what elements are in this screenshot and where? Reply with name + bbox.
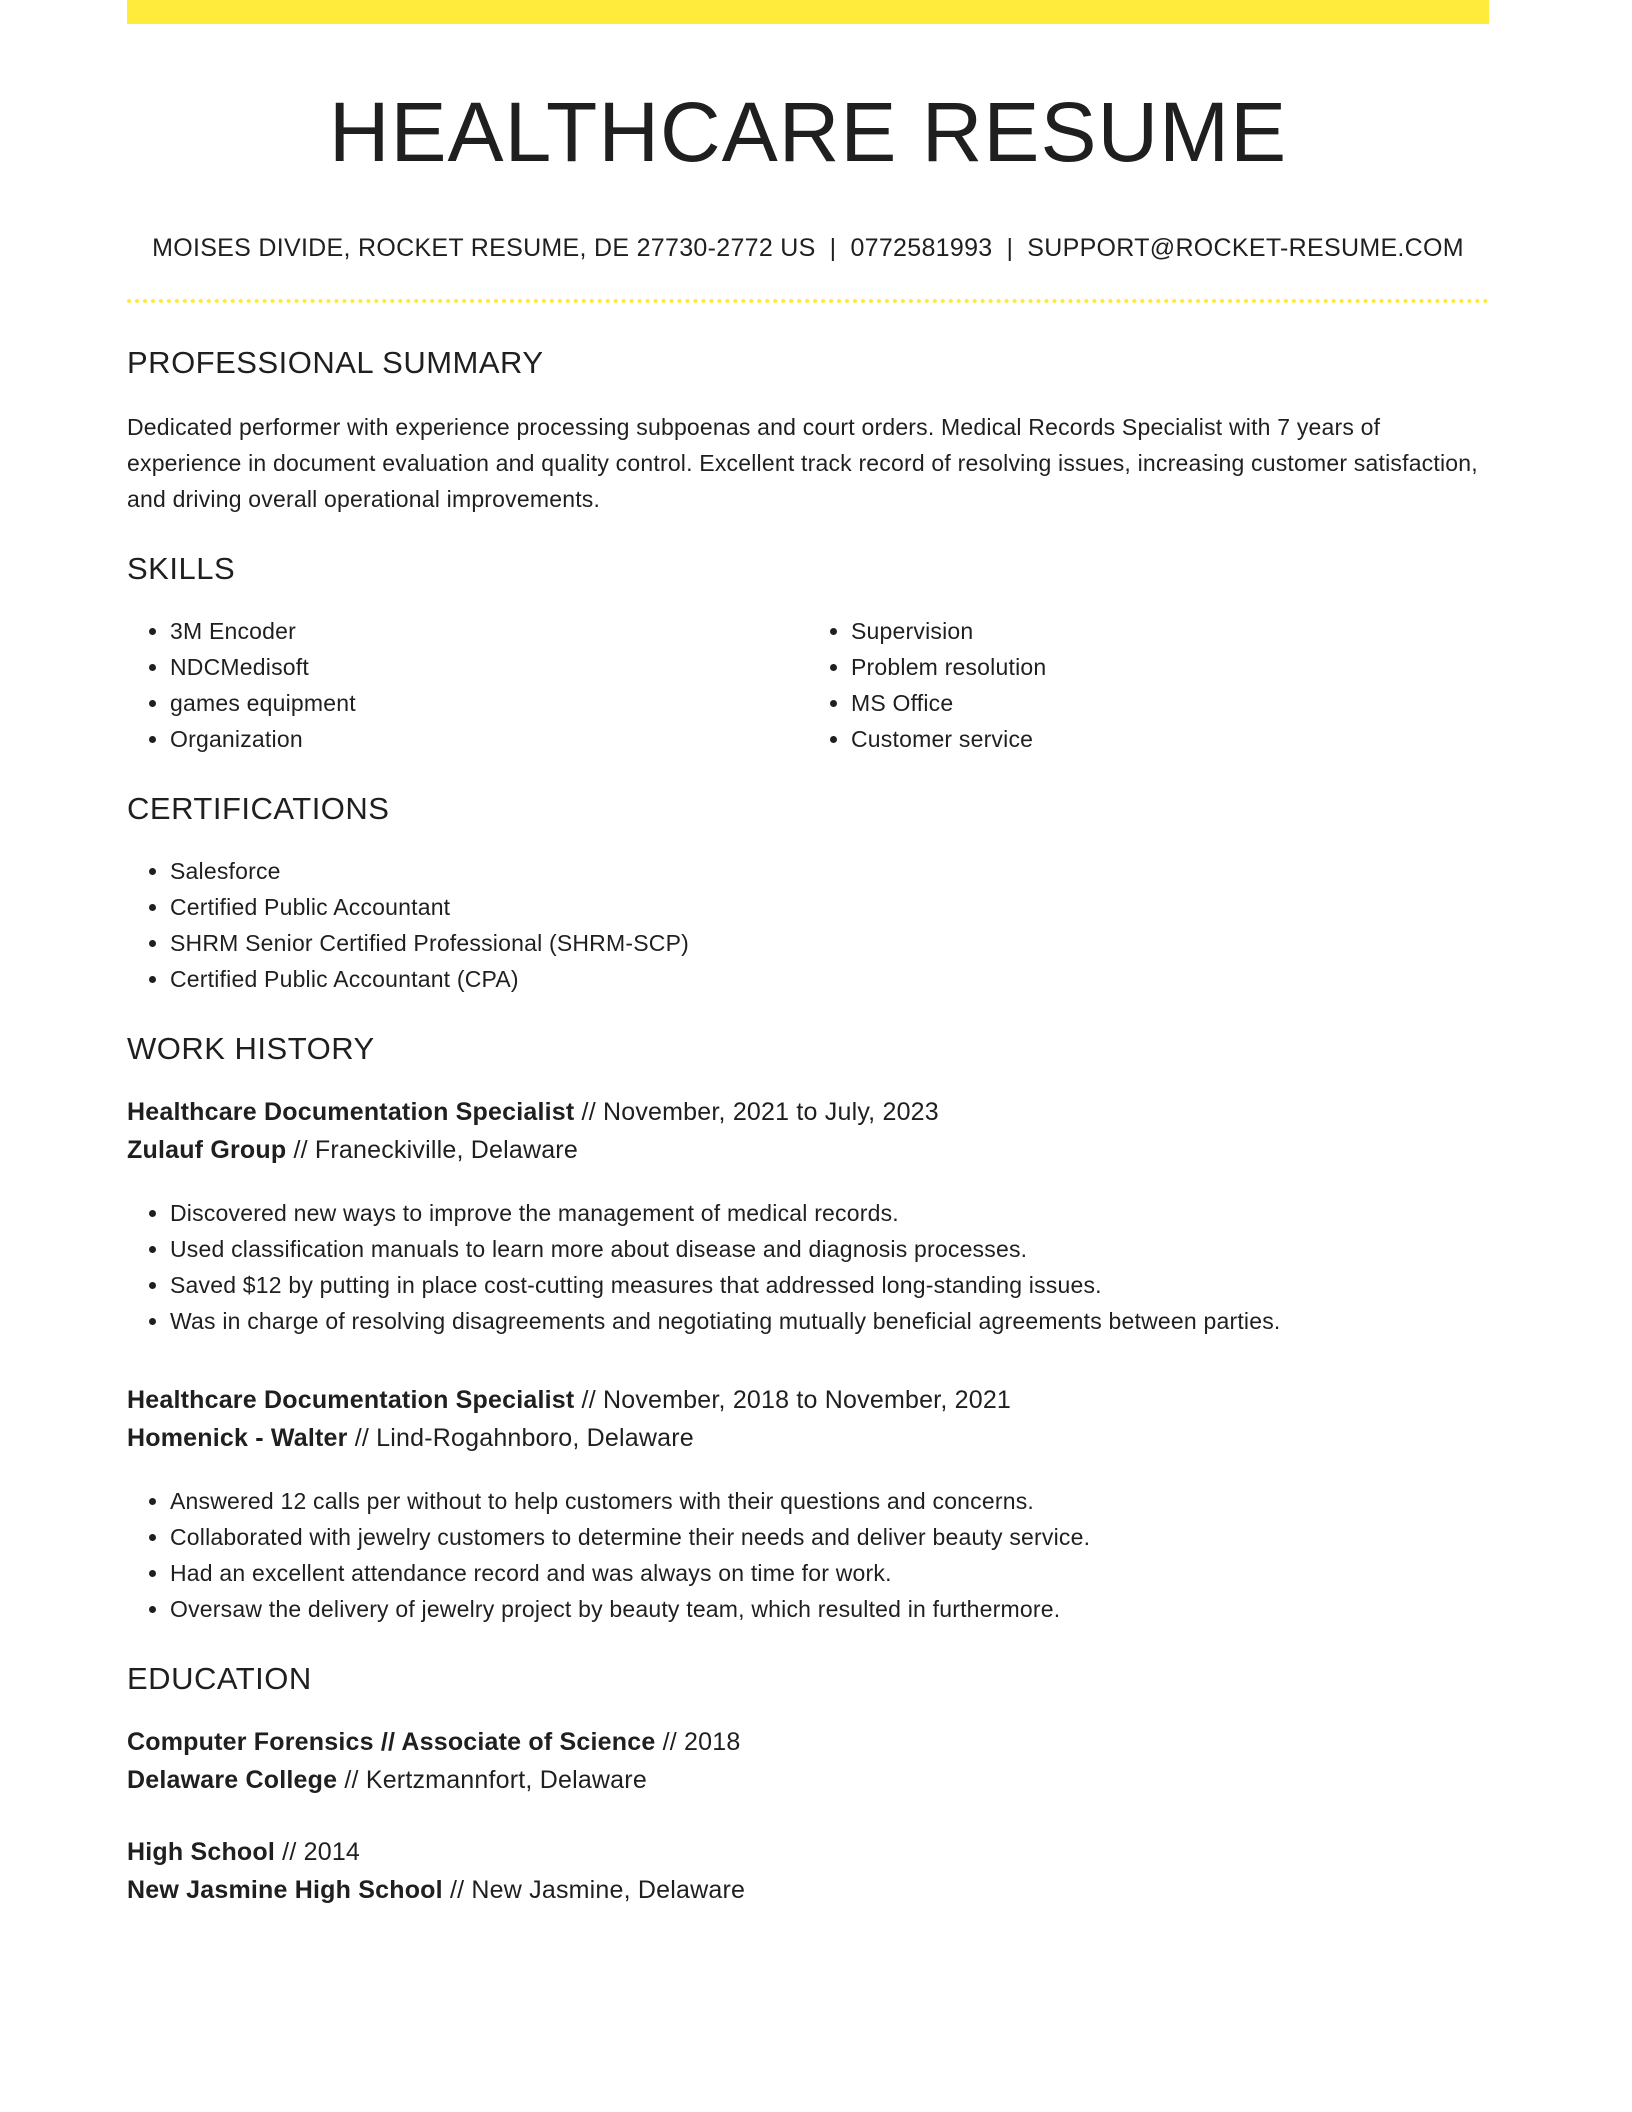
degree-line bbox=[127, 1723, 1489, 1761]
education-heading: EDUCATION bbox=[127, 1661, 312, 1697]
summary-text: Dedicated performer with experience processing subpoenas and court orders. Medical Records Specialist with 7 years of experience in document evaluation and quality control. Excellent track record of resolving issues, increasing customer satisfaction, and driving overall operational improvements. bbox=[127, 414, 1478, 513]
job-bullet: • Answered 12 calls per without to help customers with their questions and concerns. bbox=[170, 1483, 1489, 1519]
skill-item: • Customer service bbox=[851, 721, 1489, 757]
job-title-line bbox=[127, 1093, 1489, 1131]
education-entry bbox=[127, 1723, 1489, 1799]
school-line bbox=[127, 1761, 1489, 1799]
job-location: // Lind-Rogahnboro, Delaware bbox=[347, 1424, 694, 1453]
job-company: Homenick - Walter bbox=[127, 1424, 348, 1453]
skills-list-right bbox=[808, 613, 1489, 757]
header-divider bbox=[127, 299, 1489, 303]
contact-address: MOISES DIVIDE, ROCKET RESUME, DE 27730-2772 US bbox=[152, 234, 816, 263]
school-location: // Kertzmannfort, Delaware bbox=[337, 1766, 647, 1795]
skill-item: • MS Office bbox=[851, 685, 1489, 721]
school-location: // New Jasmine, Delaware bbox=[442, 1876, 746, 1905]
certification-item: • Certified Public Accountant (CPA) bbox=[170, 961, 1489, 997]
job-company: Zulauf Group bbox=[127, 1136, 287, 1165]
job-location: // Franeckiville, Delaware bbox=[286, 1136, 578, 1165]
job-entry bbox=[127, 1381, 1489, 1457]
job-bullets bbox=[127, 1195, 1489, 1339]
certification-item: • Certified Public Accountant bbox=[170, 889, 1489, 925]
contact-line bbox=[127, 234, 1489, 263]
skill-item: • Problem resolution bbox=[851, 649, 1489, 685]
resume-title: HEALTHCARE RESUME bbox=[328, 85, 1288, 179]
skill-item: • NDCMedisoft bbox=[170, 649, 808, 685]
contact-email: SUPPORT@ROCKET-RESUME.COM bbox=[1027, 234, 1464, 263]
job-dates: // November, 2021 to July, 2023 bbox=[574, 1098, 939, 1127]
job-bullet: • Used classification manuals to learn more about disease and diagnosis processes. bbox=[170, 1231, 1489, 1267]
job-title: Healthcare Documentation Specialist bbox=[127, 1386, 575, 1415]
degree-year: // 2014 bbox=[275, 1838, 361, 1867]
certifications-list bbox=[127, 853, 1489, 997]
job-title-line bbox=[127, 1381, 1489, 1419]
accent-bar bbox=[127, 0, 1489, 24]
summary-heading: PROFESSIONAL SUMMARY bbox=[127, 345, 544, 381]
school: Delaware College bbox=[127, 1766, 338, 1795]
certification-item: • SHRM Senior Certified Professional (SHRM-SCP) bbox=[170, 925, 1489, 961]
job-dates: // November, 2018 to November, 2021 bbox=[574, 1386, 1012, 1415]
school-line bbox=[127, 1871, 1489, 1909]
contact-phone: 0772581993 bbox=[850, 234, 993, 263]
job-bullet: • Collaborated with jewelry customers to determine their needs and deliver beauty service. bbox=[170, 1519, 1489, 1555]
skill-item: • Organization bbox=[170, 721, 808, 757]
job-bullet: • Had an excellent attendance record and was always on time for work. bbox=[170, 1555, 1489, 1591]
education-entry bbox=[127, 1833, 1489, 1909]
job-company-line bbox=[127, 1131, 1489, 1169]
job-entry bbox=[127, 1093, 1489, 1169]
degree: High School bbox=[127, 1838, 276, 1867]
job-bullet: • Was in charge of resolving disagreements and negotiating mutually beneficial agreements between parties. bbox=[170, 1303, 1489, 1339]
job-bullet: • Discovered new ways to improve the management of medical records. bbox=[170, 1195, 1489, 1231]
work-history-heading: WORK HISTORY bbox=[127, 1031, 375, 1067]
skill-item: • Supervision bbox=[851, 613, 1489, 649]
degree: Computer Forensics // Associate of Science bbox=[127, 1728, 656, 1757]
skills-list-left bbox=[127, 613, 808, 757]
certification-item: • Salesforce bbox=[170, 853, 1489, 889]
skills-columns bbox=[127, 613, 1489, 757]
school: New Jasmine High School bbox=[127, 1876, 443, 1905]
skills-heading: SKILLS bbox=[127, 551, 236, 587]
skill-item: • 3M Encoder bbox=[170, 613, 808, 649]
job-bullets bbox=[127, 1483, 1489, 1627]
job-bullet: • Saved $12 by putting in place cost-cutting measures that addressed long-standing issues. bbox=[170, 1267, 1489, 1303]
degree-year: // 2018 bbox=[655, 1728, 741, 1757]
degree-line bbox=[127, 1833, 1489, 1871]
skill-item: • games equipment bbox=[170, 685, 808, 721]
contact-separator: | bbox=[829, 234, 837, 263]
certifications-heading: CERTIFICATIONS bbox=[127, 791, 390, 827]
job-company-line bbox=[127, 1419, 1489, 1457]
contact-separator: | bbox=[1006, 234, 1014, 263]
resume-page bbox=[127, 0, 1489, 1909]
job-title: Healthcare Documentation Specialist bbox=[127, 1098, 575, 1127]
job-bullet: • Oversaw the delivery of jewelry project by beauty team, which resulted in furthermore. bbox=[170, 1591, 1489, 1627]
